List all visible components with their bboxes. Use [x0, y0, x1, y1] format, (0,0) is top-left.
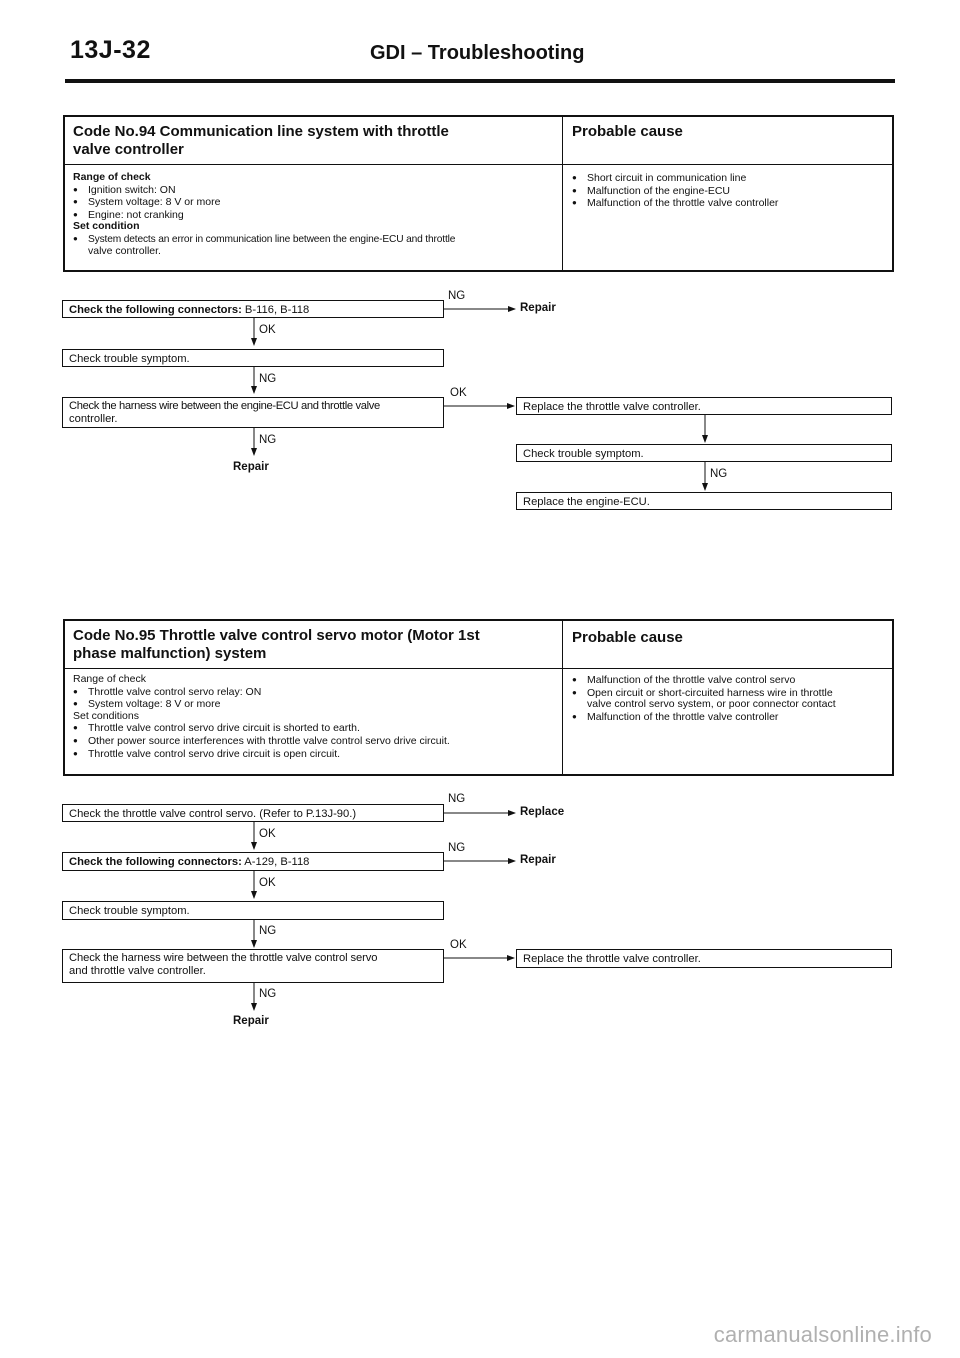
page-number: 13J-32	[70, 36, 151, 64]
check-trouble-symptom-box: Check trouble symptom.	[516, 444, 892, 462]
code-95-cause-title: Probable cause	[572, 629, 683, 646]
repair-result: Repair	[520, 302, 556, 314]
code-95-table	[63, 619, 894, 776]
code-95-title: Code No.95 Throttle valve control servo motor (Motor 1st phase malfunction) system	[73, 627, 480, 662]
replace-throttle-controller-box: Replace the throttle valve controller.	[516, 397, 892, 415]
ng-label: NG	[259, 988, 277, 1000]
ok-label: OK	[259, 877, 276, 889]
repair-result: Repair	[233, 1015, 269, 1027]
ng-label: NG	[710, 468, 728, 480]
code-94-cause-title: Probable cause	[572, 123, 683, 140]
ng-label: NG	[259, 925, 277, 937]
code-95-range-of-check: Range of check ● Throttle valve control servo relay: ON ● System voltage: 8 V or more Set conditions ● Throttle valve control servo drive circuit is shorted to earth. ● Other power source interferences with throttle valve control servo drive circuit. ● Throttle valve control servo drive circuit is open circuit.	[73, 674, 450, 760]
code-94-range-of-check: Range of check ● Ignition switch: ON ● System voltage: 8 V or more ● Engine: not cranking Set condition ● System detects an error in communication line between the engine-ECU and throttle valve controller.	[73, 172, 455, 257]
code-95-causes: ● Malfunction of the throttle valve control servo ● Open circuit or short-circuited harness wire in throttle valve control servo system, or poor connector contact ● Malfunction of the throttle valve controller	[572, 674, 836, 723]
check-trouble-symptom-box: Check trouble symptom.	[62, 349, 444, 367]
ok-label: OK	[450, 939, 467, 951]
check-trouble-symptom-box: Check trouble symptom.	[62, 901, 444, 920]
replace-result: Replace	[520, 806, 565, 818]
ng-label: NG	[259, 373, 277, 385]
ng-label: NG	[448, 793, 466, 805]
check-connectors-box: Check the following connectors: A-129, B-118	[62, 852, 444, 871]
code-94-causes: ● Short circuit in communication line ● Malfunction of the engine-ECU ● Malfunction of the throttle valve controller	[572, 172, 778, 210]
repair-result: Repair	[233, 461, 269, 473]
ng-label: NG	[448, 842, 466, 854]
replace-engine-ecu-box: Replace the engine-ECU.	[516, 492, 892, 510]
code-94-title: Code No.94 Communication line system with throttle valve controller	[73, 123, 449, 158]
ng-label: NG	[448, 290, 466, 302]
page-title: GDI – Troubleshooting	[370, 42, 585, 64]
ng-label: NG	[259, 434, 277, 446]
check-harness-wire-box: Check the harness wire between the throttle valve control servo and throttle valve controller.	[62, 949, 444, 983]
table-column-divider	[562, 621, 563, 774]
repair-result: Repair	[520, 854, 556, 866]
check-throttle-servo-box: Check the throttle valve control servo. (Refer to P.13J-90.)	[62, 804, 444, 822]
watermark: carmanualsonline.info	[713, 1322, 932, 1347]
table-row-divider	[65, 668, 892, 669]
ok-label: OK	[450, 387, 467, 399]
ok-label: OK	[259, 324, 276, 336]
ok-label: OK	[259, 828, 276, 840]
check-harness-wire-box: Check the harness wire between the engine-ECU and throttle valve controller.	[62, 397, 444, 428]
check-connectors-box: Check the following connectors: B-116, B-118	[62, 300, 444, 318]
replace-throttle-controller-box: Replace the throttle valve controller.	[516, 949, 892, 968]
